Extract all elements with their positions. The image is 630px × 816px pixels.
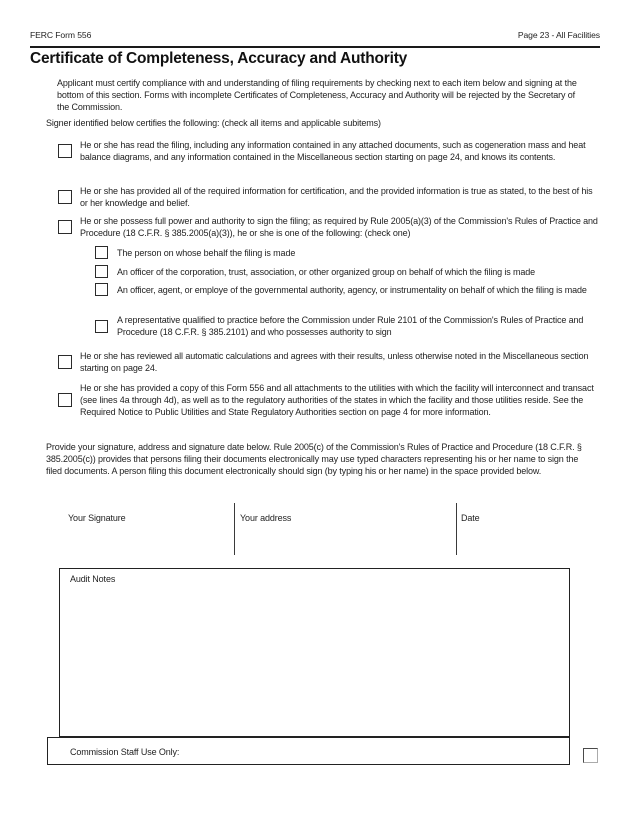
header-divider: [30, 46, 600, 48]
checkbox-qualified-representative[interactable]: [95, 320, 108, 333]
certify-item-row: [58, 350, 598, 374]
intro-paragraph: Applicant must certify compliance with and understanding of filing requirements by checking next to each item below and signing at the bottom of this section. Forms with incomplete Certificates of Completeness, Accuracy and Authority will be rejected by the Secretary of the Commission.: [57, 78, 577, 112]
checkbox-provided-required-info[interactable]: [58, 190, 72, 204]
checkbox-provided-copy-utilities[interactable]: [58, 393, 72, 407]
checkbox-full-power-authority[interactable]: [58, 220, 72, 234]
certify-item-row: [58, 382, 598, 418]
signer-certifies-heading: Signer identified below certifies the following: (check all items and applicable subitems): [46, 118, 381, 128]
authority-subitem-label: A representative qualified to practice before the Commission under Rule 2101 of the Commission's Rules of Practice and Procedure (18 C.F.R. § 385.2101) and who possesses authority to sign: [117, 315, 584, 337]
date-field-label: Date: [461, 513, 480, 523]
page-number-label: Page 23 - All Facilities: [517, 30, 600, 40]
authority-subitem-row: [95, 314, 601, 338]
signature-field-label: Your Signature: [68, 513, 126, 523]
commission-staff-checkbox[interactable]: [583, 748, 598, 763]
page-header: [30, 30, 600, 40]
commission-staff-field[interactable]: [47, 737, 570, 765]
section-title: Certificate of Completeness, Accuracy and Authority: [30, 50, 408, 67]
certify-item-row: [58, 215, 598, 239]
checkbox-person-own-behalf[interactable]: [95, 246, 108, 259]
form-name: FERC Form 556: [30, 30, 92, 40]
authority-subitem-row: [95, 265, 601, 278]
certify-item-row: [58, 185, 598, 209]
address-field-label: Your address: [240, 513, 292, 523]
date-field[interactable]: [457, 503, 600, 555]
authority-subitem-label: An officer, agent, or employe of the governmental authority, agency, or instrumentality on behalf of which the filing is made: [117, 284, 587, 295]
checkbox-officer-governmental-authority[interactable]: [95, 283, 108, 296]
signature-field[interactable]: [59, 503, 235, 555]
checkbox-read-filing[interactable]: [58, 144, 72, 158]
audit-notes-field[interactable]: [59, 568, 570, 737]
checkbox-officer-of-corporation[interactable]: [95, 265, 108, 278]
authority-subitem-label: An officer of the corporation, trust, association, or other organized group on behalf of which the filing is made: [117, 266, 536, 277]
commission-staff-label: Commission Staff Use Only:: [70, 747, 180, 757]
certify-item-row: [58, 139, 598, 163]
signature-instructions-paragraph: Provide your signature, address and signature date below. Rule 2005(c) of the Commission's Rules of Practice and Procedure (18 C.F.R. § 385.2005(c)) provides that persons filing their documents electronically may use typed characters representing his or her name to sign the filed documents. A person filing this document electronically should sign (by typing his or her name) in the space provided below.: [46, 442, 582, 476]
authority-subitem-label: The person on whose behalf the filing is made: [117, 247, 296, 258]
certify-item-label: He or she has provided all of the required information for certification, and the provided information is true as stated, to the best of his or her knowledge and belief.: [80, 186, 593, 208]
signature-strip: [59, 503, 600, 555]
certify-item-label: He or she has read the filing, including any information contained in any attached documents, such as cogeneration mass and heat balance diagrams, and any information contained in the Miscellaneous section starting on page 24, and knows its contents.: [80, 140, 586, 162]
certify-item-label: He or she possess full power and authority to sign the filing; as required by Rule 2005(a)(3) of the Commission's Rules of Practice and Procedure (18 C.F.R. § 385.2005(a)(3)), he or she is one of the following: (check one): [80, 216, 598, 238]
certify-item-label: He or she has reviewed all automatic calculations and agrees with their results, unless otherwise noted in the Miscellaneous section starting on page 24.: [80, 351, 589, 373]
checkbox-reviewed-calculations[interactable]: [58, 355, 72, 369]
address-field[interactable]: [235, 503, 457, 555]
certify-item-label: He or she has provided a copy of this Form 556 and all attachments to the utilities with which the facility will interconnect and transact (see lines 4a through 4d), as well as to the regulatory authorities of the states in which the facility and those utilities reside. See the Required Notice to Public Utilities and State Regulatory Authorities section on page 4 for more information.: [80, 383, 594, 417]
authority-subitem-row: [95, 283, 601, 296]
audit-notes-label: Audit Notes: [70, 574, 116, 584]
authority-subitem-row: [95, 246, 601, 259]
